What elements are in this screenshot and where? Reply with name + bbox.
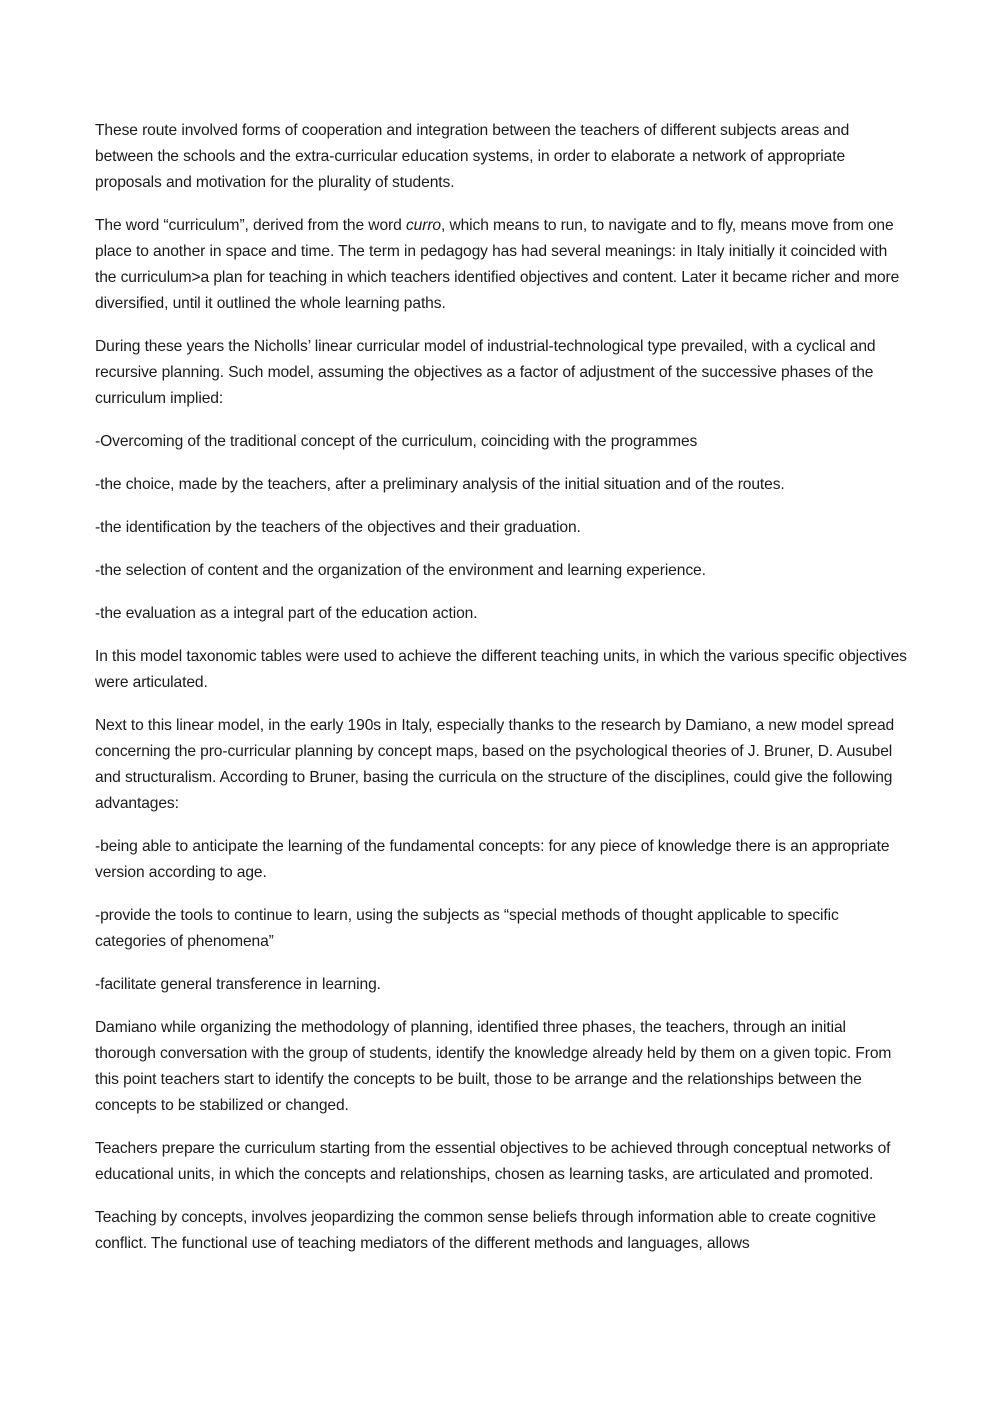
- list-item-choice: -the choice, made by the teachers, after a preliminary analysis of the initial situation and of the routes.: [95, 476, 785, 493]
- paragraph-taxonomic-tables: In this model taxonomic tables were used to achieve the different teaching units, in which the various specific objectives were articulated.: [95, 648, 907, 691]
- list-item-selection: -the selection of content and the organization of the environment and learning experience.: [95, 562, 706, 579]
- paragraph-curriculum-text-before: The word “curriculum”, derived from the word: [95, 217, 406, 234]
- list-item-evaluation: -the evaluation as a integral part of the education action.: [95, 605, 478, 622]
- list-item-anticipate: -being able to anticipate the learning of the fundamental concepts: for any piece of knowledge there is an appropriate version according to age.: [95, 838, 890, 881]
- paragraph-damiano-model: Next to this linear model, in the early 190s in Italy, especially thanks to the research by Damiano, a new model spread concerning the pro-curricular planning by concept maps, based on the psychological theories of J. Bruner, D. Ausubel and structuralism. According to Bruner, basing the curricula on the structure of the disciplines, could give the following advantages:: [95, 717, 895, 812]
- list-item-overcoming: -Overcoming of the traditional concept of the curriculum, coinciding with the programmes: [95, 433, 698, 450]
- list-item-transference: -facilitate general transference in learning.: [95, 976, 381, 993]
- document-page: [95, 118, 907, 1274]
- paragraph-curriculum-italic-word: curro: [405, 217, 441, 234]
- list-item-identification: -the identification by the teachers of the objectives and their graduation.: [95, 519, 581, 536]
- paragraph-damiano-phases: Damiano while organizing the methodology of planning, identified three phases, the teachers, through an initial thorough conversation with the group of students, identify the knowledge already held by them on a given topic. From this point teachers start to identify the concepts to be built, those to be arrange and the relationships between the concepts to be stabilized or changed.: [95, 1019, 892, 1114]
- paragraph-curriculum-definition: [95, 213, 907, 317]
- list-item-tools: -provide the tools to continue to learn, using the subjects as “special methods of thought applicable to specific categories of phenomena”: [95, 907, 839, 950]
- paragraph-teaching-by-concepts: Teaching by concepts, involves jeopardizing the common sense beliefs through information able to create cognitive conflict. The functional use of teaching mediators of the different methods and languages, allows: [95, 1209, 876, 1252]
- paragraph-route-cooperation: These route involved forms of cooperation and integration between the teachers of different subjects areas and between the schools and the extra-curricular education systems, in order to elaborate a network of appropriate proposals and motivation for the plurality of students.: [95, 122, 850, 191]
- paragraph-nicholls-model: During these years the Nicholls’ linear curricular model of industrial-technological type prevailed, with a cyclical and recursive planning. Such model, assuming the objectives as a factor of adjustment of the successive phases of the curriculum implied:: [95, 338, 876, 407]
- paragraph-teachers-prepare: Teachers prepare the curriculum starting from the essential objectives to be achieved through conceptual networks of educational units, in which the concepts and relationships, chosen as learning tasks, are articulated and promoted.: [95, 1140, 891, 1183]
- paragraph-curriculum-text-after: , which means to run, to navigate and to fly, means move from one place to another in space and time. The term in pedagogy has had several meanings: in Italy initially it coincided with the curriculum>a plan for teaching in which teachers identified objectives and content. Later it became richer and more diversified, until it outlined the whole learning paths.: [95, 217, 900, 312]
